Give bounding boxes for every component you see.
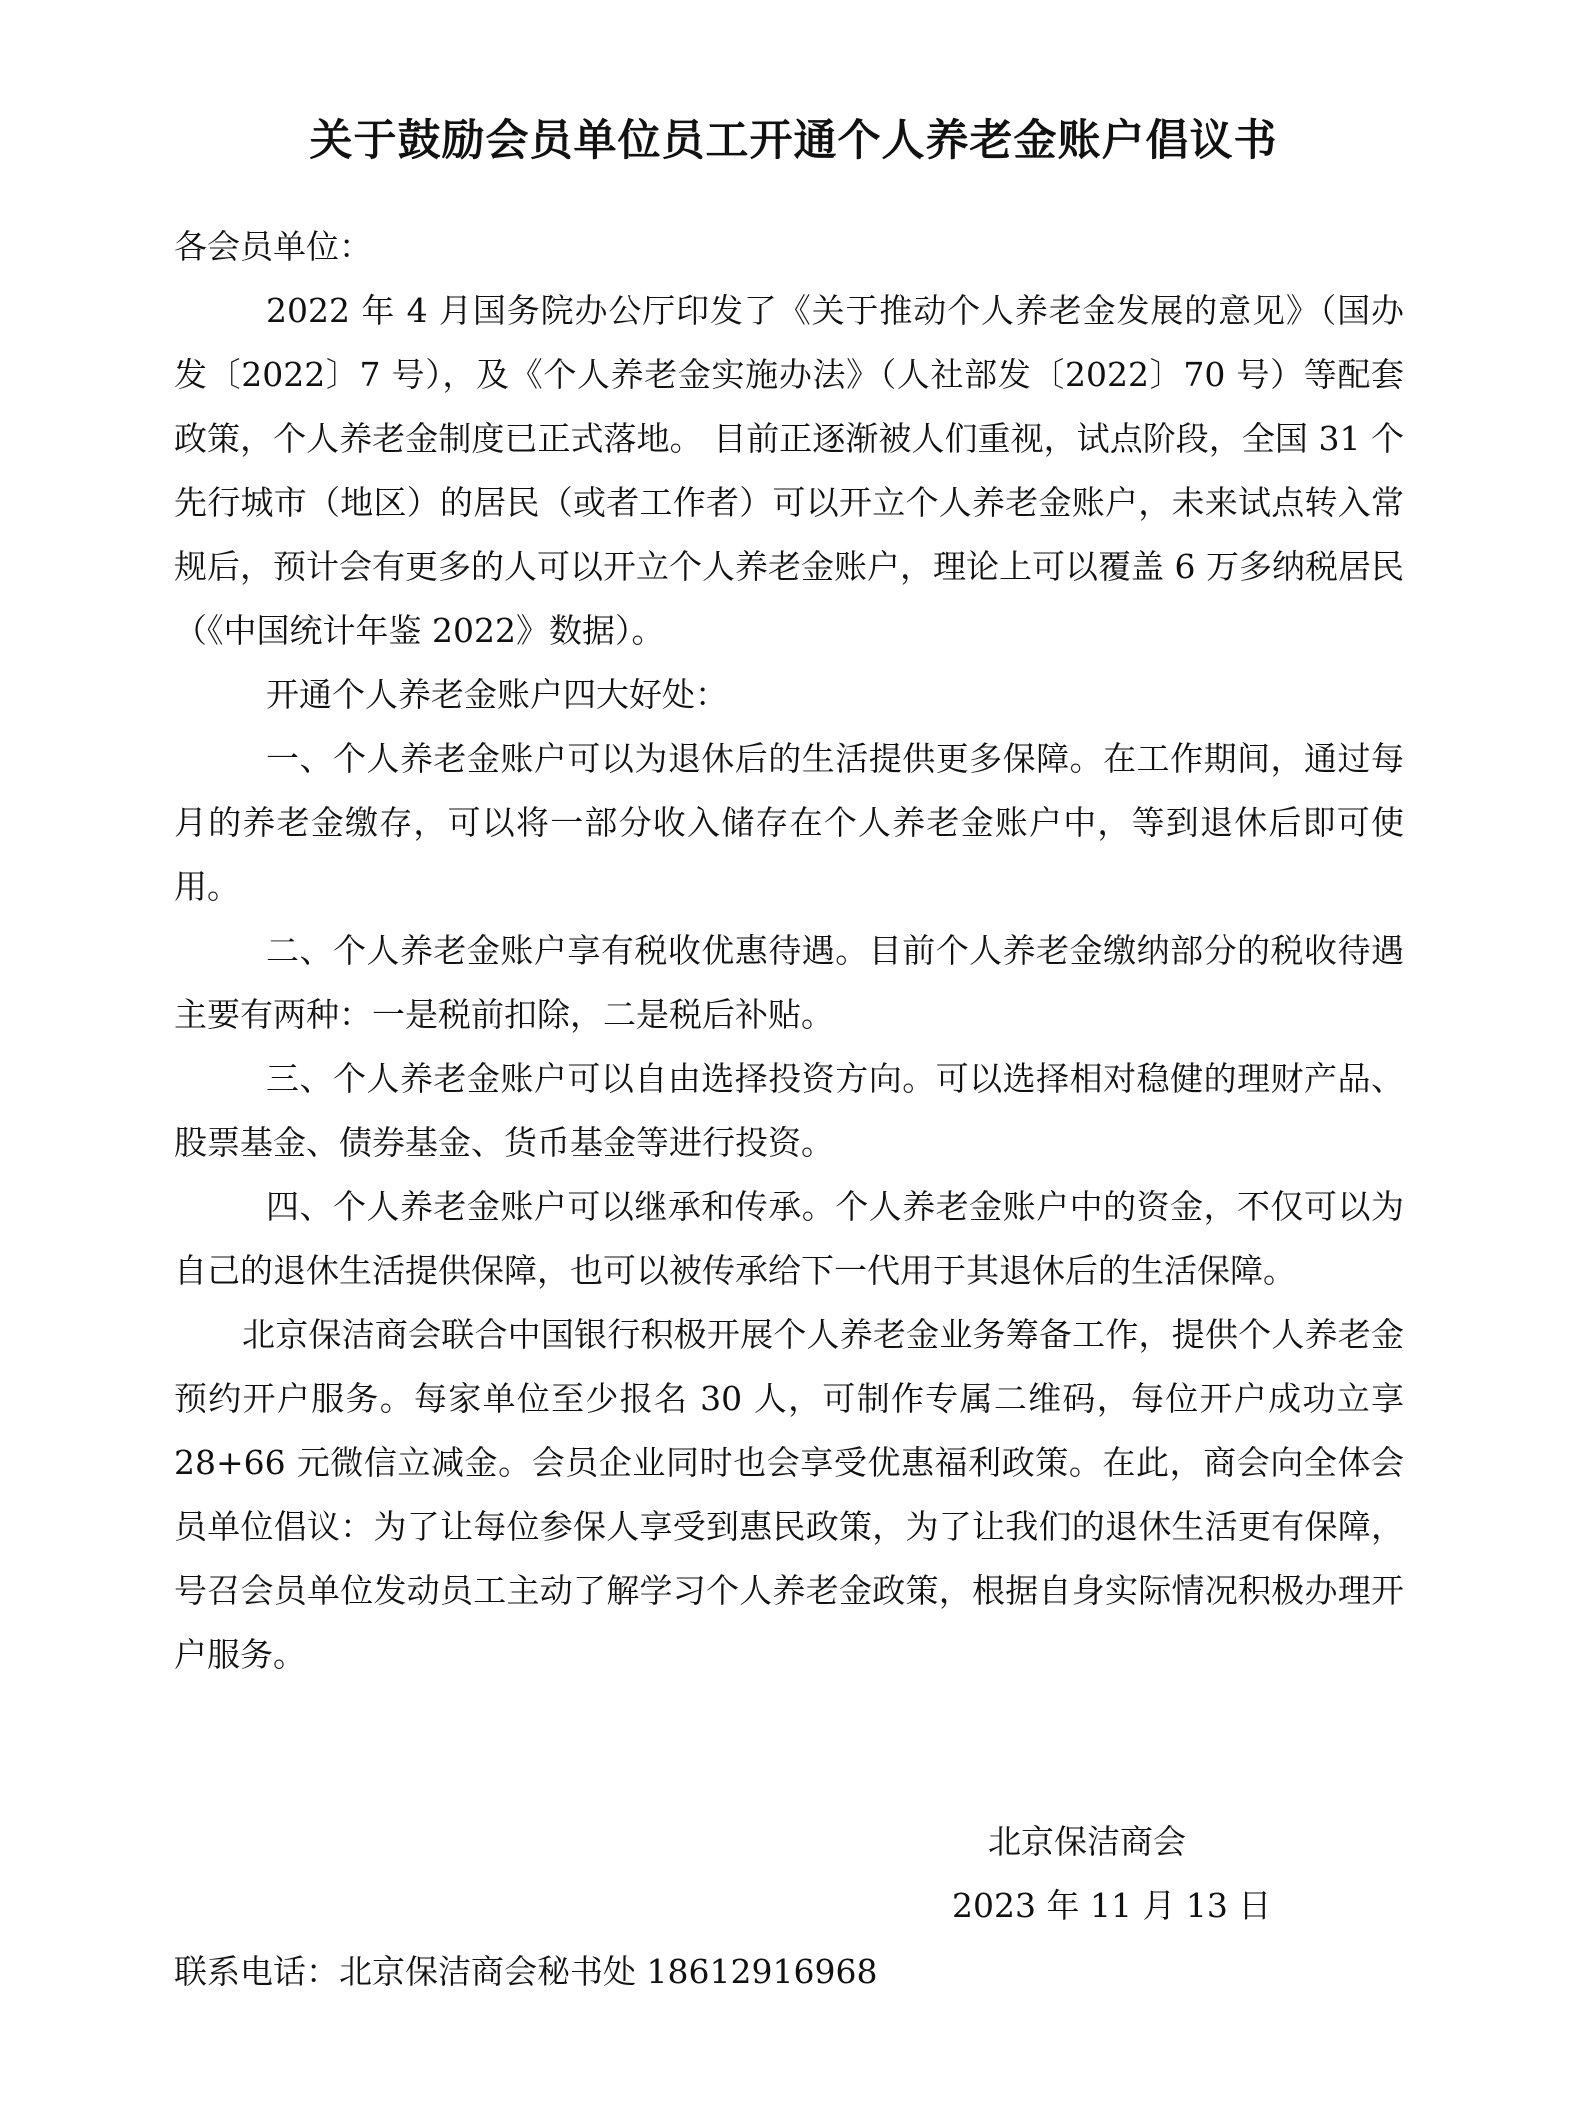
signature-organization: 北京保洁商会 bbox=[988, 1822, 1186, 1861]
paragraph-benefit-3: 三、个人养老金账户可以自由选择投资方向。可以选择相对稳健的理财产品、股票基金、债券基金、货币基金等进行投资。 bbox=[174, 1059, 1404, 1162]
signature-date: 2023 年 11 月 13 日 bbox=[952, 1886, 1272, 1925]
contact-line: 联系电话：北京保洁商会秘书处 18612916968 bbox=[174, 1952, 878, 1991]
paragraph-initiative: 北京保洁商会联合中国银行积极开展个人养老金业务筹备工作，提供个人养老金预约开户服务。每家单位至少报名 30 人，可制作专属二维码，每位开户成功立享 28+66 元微信立减金。会员企业同时也会享受优惠福利政策。在此，商会向全体会员单位倡议：为了让每位参保人享受到惠民政策，为了让我们的退休生活更有保障，号召会员单位发动员工主动了解学习个人养老金政策，根据自身实际情况积极办理开户服务。 bbox=[174, 1315, 1404, 1674]
document-body bbox=[174, 215, 1404, 1687]
paragraph-benefit-4: 四、个人养老金账户可以继承和传承。个人养老金账户中的资金，不仅可以为自己的退休生活提供保障，也可以被传承给下一代用于其退休后的生活保障。 bbox=[174, 1187, 1404, 1290]
paragraph-policy-background: 2022 年 4 月国务院办公厅印发了《关于推动个人养老金发展的意见》（国办发〔2022〕7 号），及《个人养老金实施办法》（人社部发〔2022〕70 号）等配套政策，个人养老金制度已正式落地。 目前正逐渐被人们重视，试点阶段，全国 31 个先行城市（地区）的居民（或者工作者）可以开立个人养老金账户，未来试点转入常规后，预计会有更多的人可以开立个人养老金账户，理论上可以覆盖 6 万多纳税居民（《中国统计年鉴 2022》数据）。 bbox=[174, 291, 1404, 650]
paragraph-benefit-1: 一、个人养老金账户可以为退休后的生活提供更多保障。在工作期间，通过每月的养老金缴存，可以将一部分收入储存在个人养老金账户中，等到退休后即可使用。 bbox=[174, 739, 1404, 906]
document-title: 关于鼓励会员单位员工开通个人养老金账户倡议书 bbox=[309, 116, 1278, 166]
salutation: 各会员单位： bbox=[174, 227, 372, 266]
paragraph-benefits-intro: 开通个人养老金账户四大好处： bbox=[266, 675, 728, 714]
paragraph-benefit-2: 二、个人养老金账户享有税收优惠待遇。目前个人养老金缴纳部分的税收待遇主要有两种：一是税前扣除，二是税后补贴。 bbox=[174, 931, 1404, 1034]
